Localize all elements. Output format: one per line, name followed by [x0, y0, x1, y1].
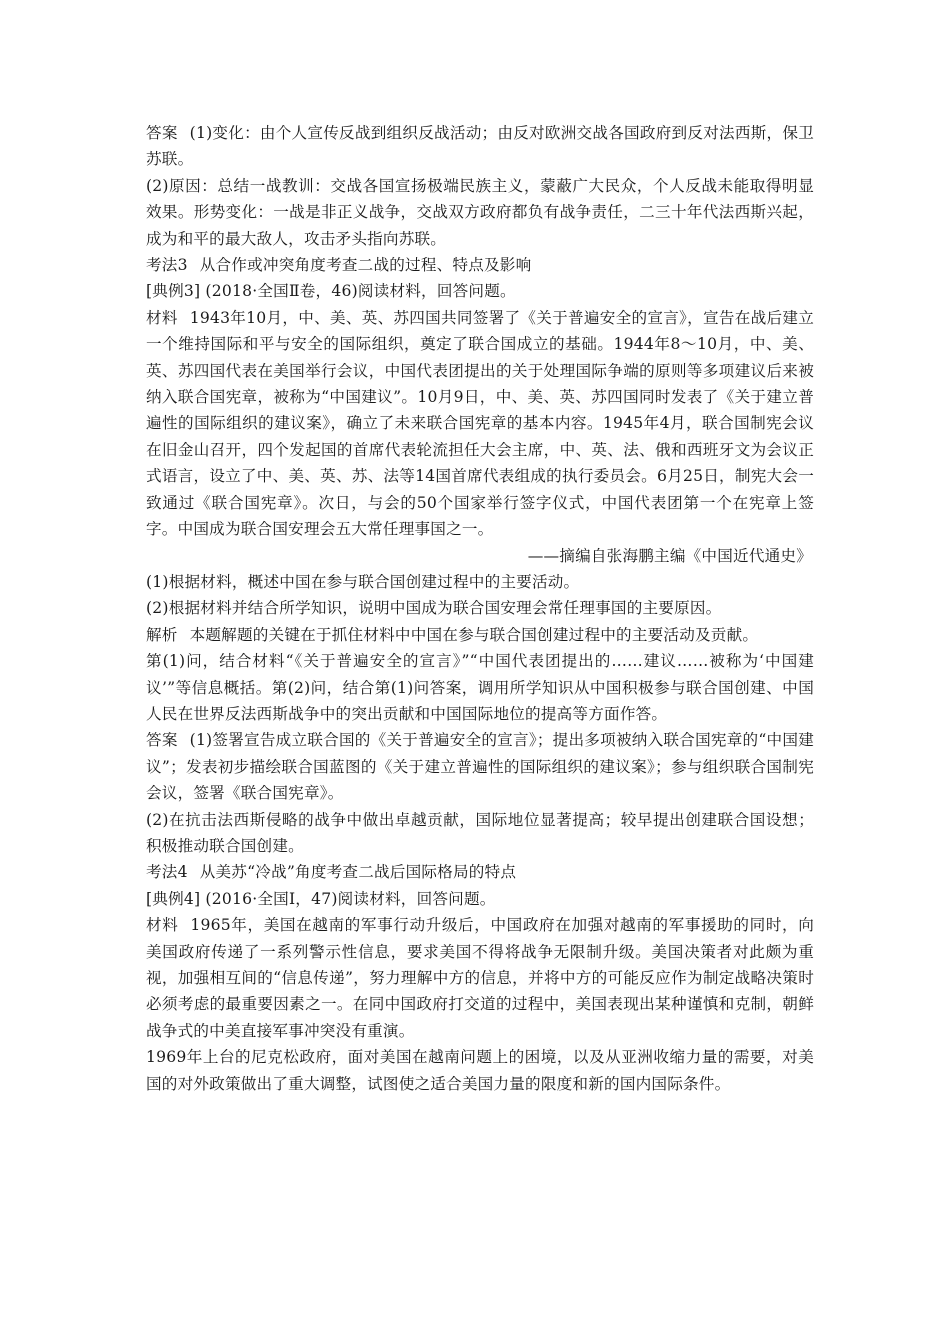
material-paragraph-4 [146, 912, 814, 1044]
analysis-detail: 第(1)问，结合材料“《关于普遍安全的宣言》”“中国代表团提出的……建议……被称为‘中国建议’”等信息概括。第(2)问，结合第(1)问答案，调用所学知识从中国积极参与联合国创建、中国人民在世界反法西斯战争中的突出贡献和中国国际地位的提高等方面作答。 [146, 652, 814, 723]
analysis-paragraph [146, 622, 814, 648]
answer-paragraph-3 [146, 727, 814, 806]
answer-paragraph-4: (2)在抗击法西斯侵略的战争中做出卓越贡献，国际地位显著提高；较早提出创建联合国设想；积极推动联合国创建。 [146, 810, 814, 855]
method-label: 考法3 [146, 256, 188, 275]
answer-label: 答案 [146, 731, 178, 750]
answer-text: (1)签署宣告成立联合国的《关于普遍安全的宣言》；提出多项被纳入联合国宪章的“中国建议”；发表初步描绘联合国蓝图的《关于建立普遍性的国际组织的建议案》；参与组织联合国制宪会议，签署《联合国宪章》。 [146, 731, 814, 803]
analysis-label: 解析 [146, 625, 178, 644]
material-label: 材料 [146, 308, 178, 327]
example-heading-3: [典例3] (2018·全国Ⅱ卷，46)阅读材料，回答问题。 [146, 282, 516, 301]
analysis-text: 本题解题的关键在于抓住材料中中国在参与联合国创建过程中的主要活动及贡献。 [189, 625, 759, 644]
material-text: 1943年10月，中、美、英、苏四国共同签署了《关于普遍安全的宣言》，宣告在战后建立一个维持国际和平与安全的国际组织，奠定了联合国成立的基础。1944年8～10月，中、美、英、苏四国代表在美国举行会议，中国代表团提出的关于处理国际争端的原则等多项建议后来被纳入联合国宪章，被称为“中国建议”。10月9日，中、美、英、苏四国同时发表了《关于建立普遍性的国际组织的建议案》，确立了未来联合国宪章的基本内容。1945年4月，联合国制宪会议在旧金山召开，四个发起国的首席代表轮流担任大会主席，中、英、法、俄和西班牙文为会议正式语言，设立了中、美、英、苏、法等14国首席代表组成的执行委员会。6月25日，制宪大会一致通过《联合国宪章》。次日，与会的50个国家举行签字仪式，中国代表团第一个在宪章上签字。中国成为联合国安理会五大常任理事国之一。 [146, 308, 814, 539]
answer-label: 答案 [146, 124, 178, 142]
material-paragraph-3 [146, 305, 814, 543]
method-label: 考法4 [146, 863, 188, 882]
method-heading-4 [146, 859, 814, 885]
document-page [146, 120, 814, 1097]
material-label: 材料 [146, 916, 179, 935]
question-1: (1)根据材料，概述中国在参与联合国创建过程中的主要活动。 [146, 572, 580, 591]
answer-text: (1)变化：由个人宣传反战到组织反战活动；由反对欧洲交战各国政府到反对法西斯，保卫苏联。 [146, 124, 814, 169]
example-heading-4: [典例4] (2016·全国Ⅰ，47)阅读材料，回答问题。 [146, 889, 496, 908]
method-heading-3 [146, 252, 814, 278]
question-2: (2)根据材料并结合所学知识，说明中国成为联合国安理会常任理事国的主要原因。 [146, 599, 722, 618]
answer-paragraph-1 [146, 120, 814, 173]
material-text: 1965年，美国在越南的军事行动升级后，中国政府在加强对越南的军事援助的同时，向美国政府传递了一系列警示性信息，要求美国不得将战争无限制升级。美国决策者对此颇为重视，加强相互间的“信息传递”，努力理解中方的信息，并将中方的可能反应作为制定战略决策时必须考虑的最重要因素之一。在同中国政府打交道的过程中，美国表现出某种谨慎和克制，朝鲜战争式的中美直接军事冲突没有重演。 [146, 916, 815, 1040]
method-title: 从美苏“冷战”角度考查二战后国际格局的特点 [199, 863, 517, 882]
material-continuation: 1969年上台的尼克松政府，面对美国在越南问题上的困境，以及从亚洲收缩力量的需要，对美国的对外政策做出了重大调整，试图使之适合美国力量的限度和新的国内国际条件。 [146, 1048, 814, 1093]
answer-paragraph-2: (2)原因：总结一战教训：交战各国宣扬极端民族主义，蒙蔽广大民众，个人反战未能取得明显效果。形势变化：一战是非正义战争，交战双方政府都负有战争责任，二三十年代法西斯兴起，成为和平的最大敌人，攻击矛头指向苏联。 [146, 176, 814, 248]
source-citation: ——摘编自张海鹏主编《中国近代通史》 [527, 546, 812, 565]
method-title: 从合作或冲突角度考查二战的过程、特点及影响 [199, 256, 532, 275]
